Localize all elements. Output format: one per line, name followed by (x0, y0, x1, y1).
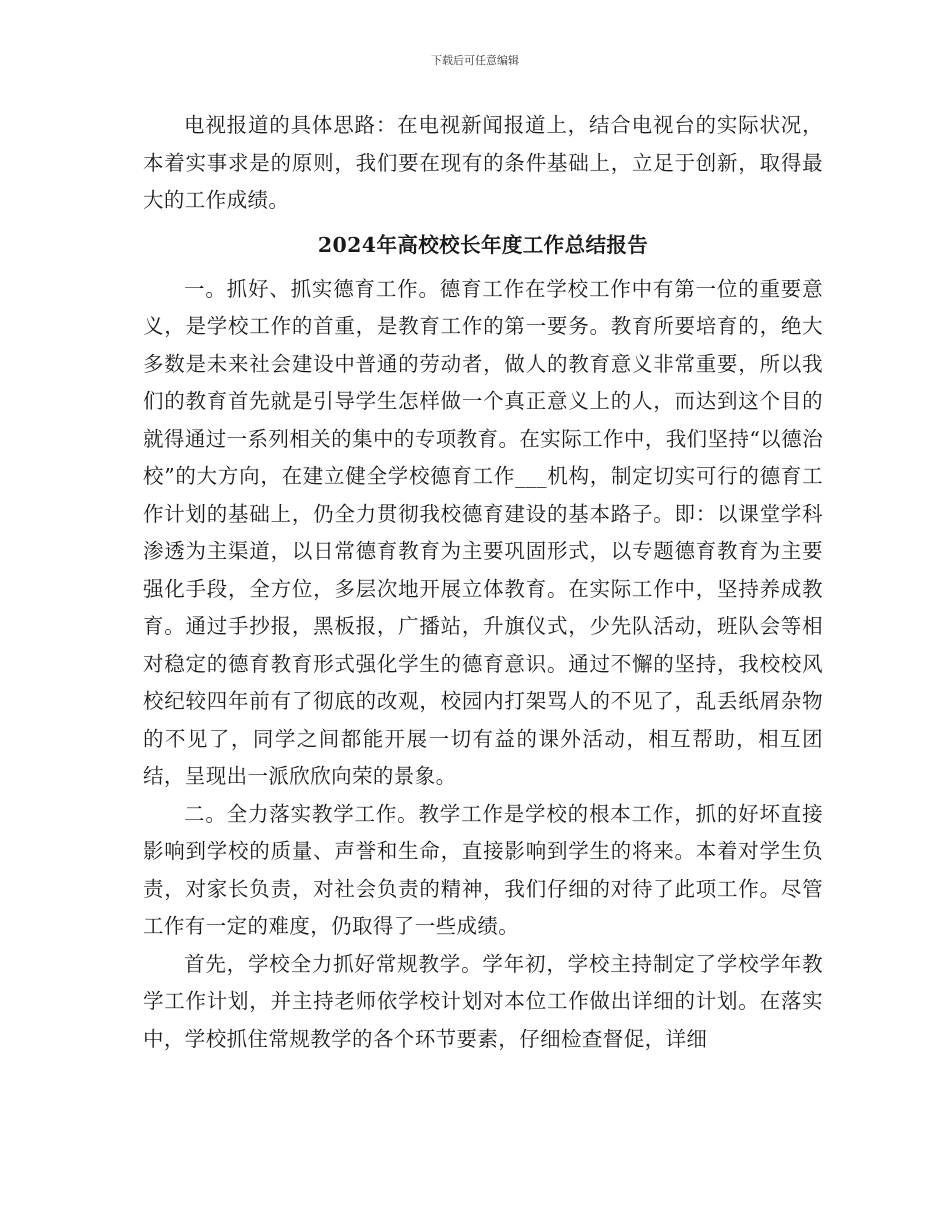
header-note: 下载后可任意编辑 (431, 54, 519, 67)
document-title: 2024年高校校长年度工作总结报告 (317, 232, 649, 257)
paragraph-teaching-work: 二。全力落实教学工作。教学工作是学校的根本工作，抓的好坏直接影响到学校的质量、声誉和生命，直接影响到学生的将来。本着对学生负责，对家长负责，对社会负责的精神，我们仔细的对待了此项工作。尽管工作有一定的难度，仍取得了一些成绩。 (143, 801, 823, 938)
paragraph-moral-education: 一。抓好、抓实德育工作。德育工作在学校工作中有第一位的重要意义，是学校工作的首重，是教育工作的第一要务。教育所要培育的，绝大多数是未来社会建设中普通的劳动者，做人的教育意义非常重要，所以我们的教育首先就是引导学生怎样做一个真正意义上的人，而达到这个目的就得通过一系列相关的集中的专项教育。在实际工作中，我们坚持“以德治校”的大方向，在建立健全学校德育工作___机构，制定切实可行的德育工作计划的基础上，仍全力贯彻我校德育建设的基本路子。即：以课堂学科渗透为主渠道，以日常德育教育为主要巩固形式，以专题德育教育为主要强化手段，全方位，多层次地开展立体教育。在实际工作中，坚持养成教育。通过手抄报，黑板报，广播站，升旗仪式，少先队活动，班队会等相对稳定的德育教育形式强化学生的德育意识。通过不懈的坚持，我校校风校纪较四年前有了彻底的改观，校园内打架骂人的不见了，乱丢纸屑杂物的不见了，同学之间都能开展一切有益的课外活动，相互帮助，相互团结，呈现出一派欣欣向荣的景象。 (143, 276, 823, 788)
paragraph-routine-teaching: 首先，学校全力抓好常规教学。学年初，学校主持制定了学校学年教学工作计划，并主持老师依学校计划对本位工作做出详细的计划。在落实中，学校抓住常规教学的各个环节要素，仔细检查督促，详细 (143, 951, 823, 1051)
intro-paragraph: 电视报道的具体思路：在电视新闻报道上，结合电视台的实际状况，本着实事求是的原则，我们要在现有的条件基础上，立足于创新，取得最大的工作成绩。 (143, 113, 823, 212)
document-body (143, 107, 823, 1058)
